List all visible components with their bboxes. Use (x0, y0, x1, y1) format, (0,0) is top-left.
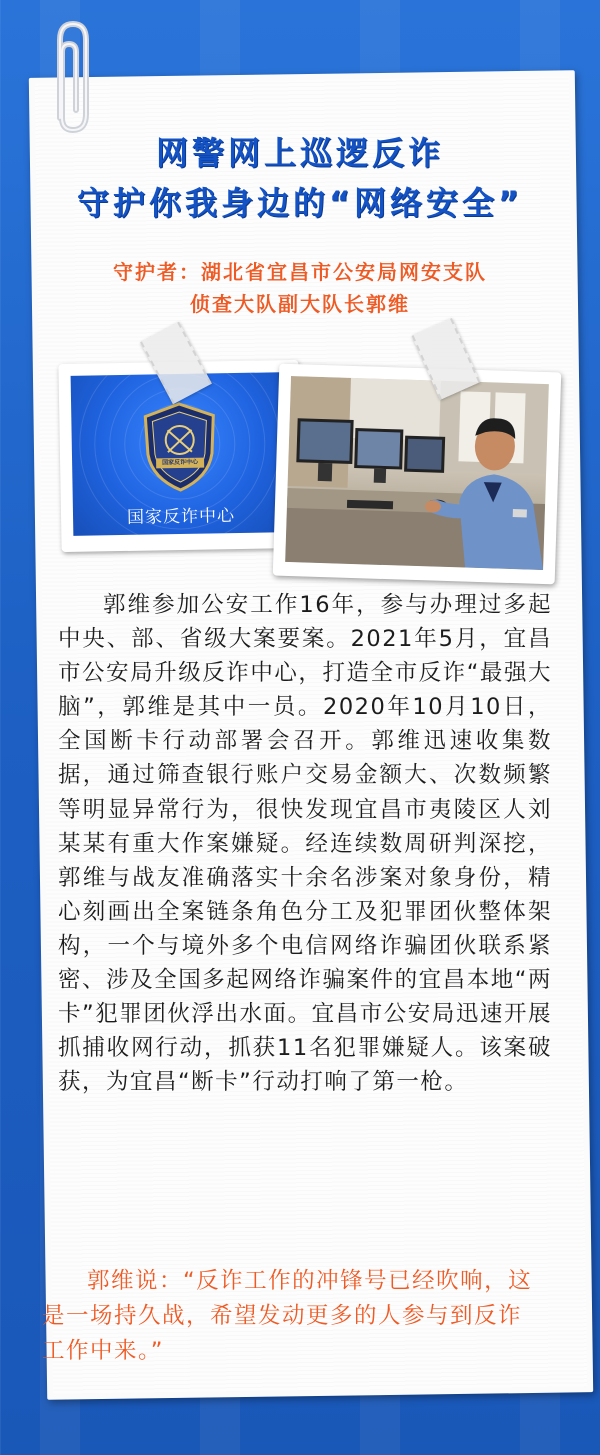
badge-text: 国家反诈中心 (162, 458, 199, 467)
page-title-line2: 守护你我身边的“网络安全” (76, 184, 524, 222)
guardian-line1: 守护者：湖北省宜昌市公安局网安支队 (113, 260, 487, 284)
article-quote: 郭维说：“反诈工作的冲锋号已经吹响，这是一场持久战，希望发动更多的人参与到反诈工作中来。” (42, 1268, 533, 1364)
photo-officer-at-desk (273, 364, 562, 585)
photo-left-caption: 国家反诈中心 (126, 506, 236, 528)
article-body: 郭维参加公安工作16年，参与办理过多起中央、部、省级大案要案。2021年5月，宜昌市公安局升级反诈中心，打造全市反诈“最强大脑”，郭维是其中一员。2020年10月10日，全国断卡行动部署会召开。郭维迅速收集数据，通过筛查银行账户交易金额大、次数频繁等明显异常行为，很快发现宜昌市夷陵区人刘某某有重大作案嫌疑。经连续数周研判深挖，郭维与战友准确落实十余名涉案对象身份，精心刻画出全案链条角色分工及犯罪团伙整体架构，一个与境外多个电信网络诈骗团伙联系紧密、涉及全国多起网络诈骗案件的宜昌本地“两卡”犯罪团伙浮出水面。宜昌市公安局迅速开展抓捕收网行动，抓获11名犯罪嫌疑人。该案破获，为宜昌“断卡”行动打响了第一枪。 (58, 592, 552, 1096)
officer-scene-icon (285, 376, 549, 570)
paperclip-icon (46, 18, 100, 138)
photo-right-image (285, 376, 549, 570)
page-title-line1: 网警网上巡逻反诈 (155, 134, 444, 172)
guardian-line2: 侦查大队副大队长郭维 (190, 292, 410, 316)
